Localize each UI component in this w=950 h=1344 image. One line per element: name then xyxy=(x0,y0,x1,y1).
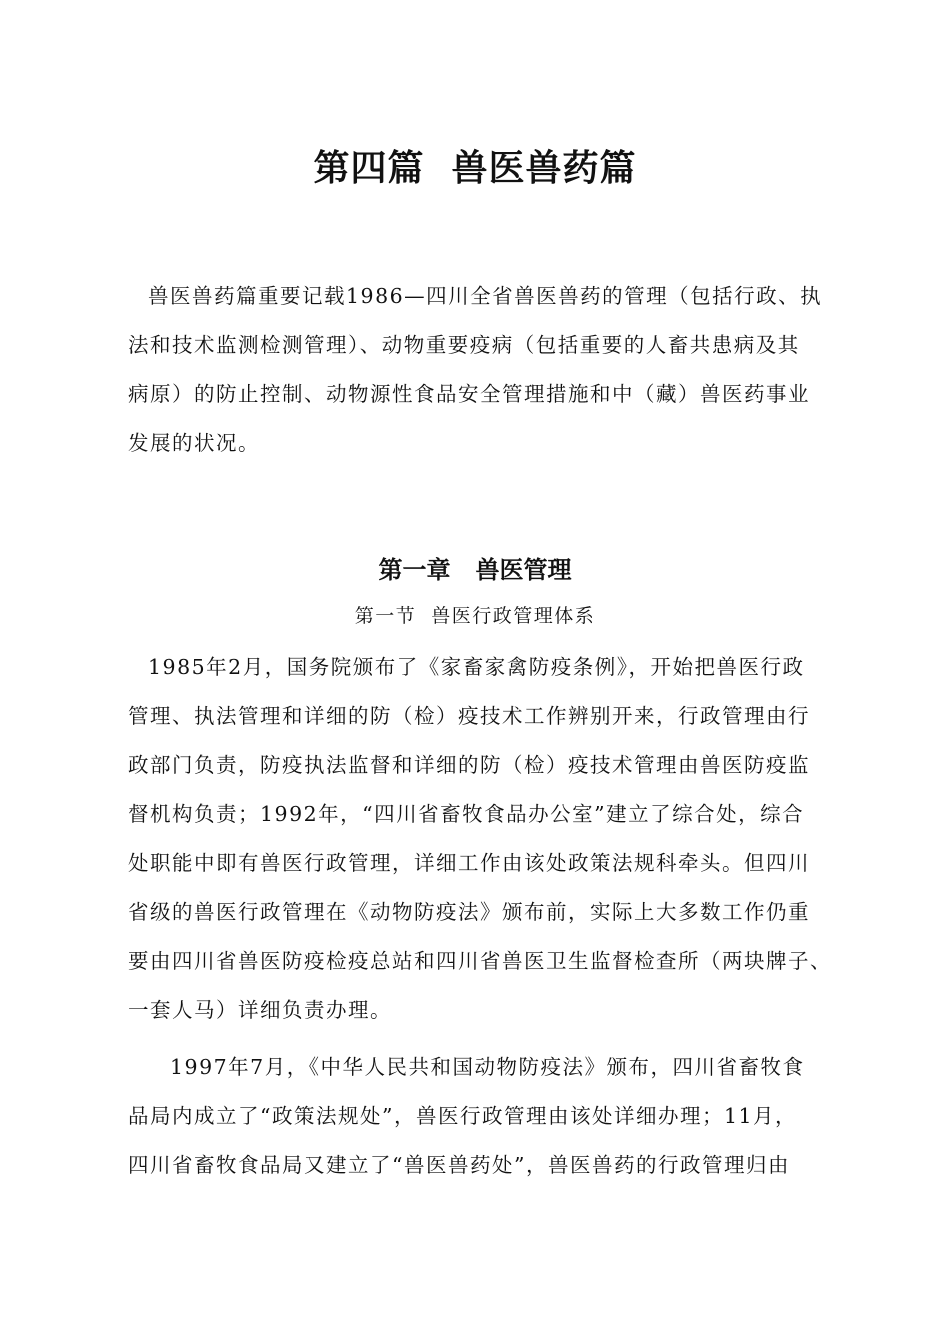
paragraph-line: 要由四川省兽医防疫检疫总站和四川省兽医卫生监督检查所（两块牌子、 xyxy=(128,949,832,973)
paragraph-line: 管理、执法管理和详细的防（检）疫技术工作辨别开来，行政管理由行 xyxy=(128,704,810,728)
paragraph-line: 1997年7月，《中华人民共和国动物防疫法》颁布，四川省畜牧食 xyxy=(170,1055,805,1079)
paragraph-line: 四川省畜牧食品局又建立了“兽医兽药处”，兽医兽药的行政管理归由 xyxy=(128,1153,790,1177)
paragraph-line: 督机构负责；1992年，“四川省畜牧食品办公室”建立了综合处，综合 xyxy=(128,802,805,826)
body-paragraph-1 xyxy=(128,643,832,1035)
paragraph-line: 1985年2月，国务院颁布了《家畜家禽防疫条例》，开始把兽医行政 xyxy=(148,655,805,679)
paragraph-line: 处职能中即有兽医行政管理，详细工作由该处政策法规科牵头。但四川 xyxy=(128,851,810,875)
paragraph-line: 省级的兽医行政管理在《动物防疫法》颁布前，实际上大多数工作仍重 xyxy=(128,900,810,924)
paragraph-line: 法和技术监测检测管理）、动物重要疫病（包括重要的人畜共患病及其 xyxy=(128,333,800,357)
paragraph-line: 病原）的防止控制、动物源性食品安全管理措施和中（藏）兽医药事业 xyxy=(128,382,810,406)
paragraph-line: 品局内成立了“政策法规处”，兽医行政管理由该处详细办理；11月， xyxy=(128,1104,798,1128)
paragraph-line: 政部门负责，防疫执法监督和详细的防（检）疫技术管理由兽医防疫监 xyxy=(128,753,810,777)
paragraph-line: 发展的状况。 xyxy=(128,431,260,455)
part-title: 第四篇 兽医兽药篇 xyxy=(313,147,637,189)
paragraph-line: 一套人马）详细负责办理。 xyxy=(128,998,392,1022)
section-title: 第一节 兽医行政管理体系 xyxy=(354,605,596,627)
paragraph-line: 兽医兽药篇重要记载1986—四川全省兽医兽药的管理（包括行政、执 xyxy=(148,284,823,308)
chapter-title: 第一章 兽医管理 xyxy=(378,555,572,584)
intro-paragraph xyxy=(128,272,828,468)
body-paragraph-2 xyxy=(128,1043,828,1190)
